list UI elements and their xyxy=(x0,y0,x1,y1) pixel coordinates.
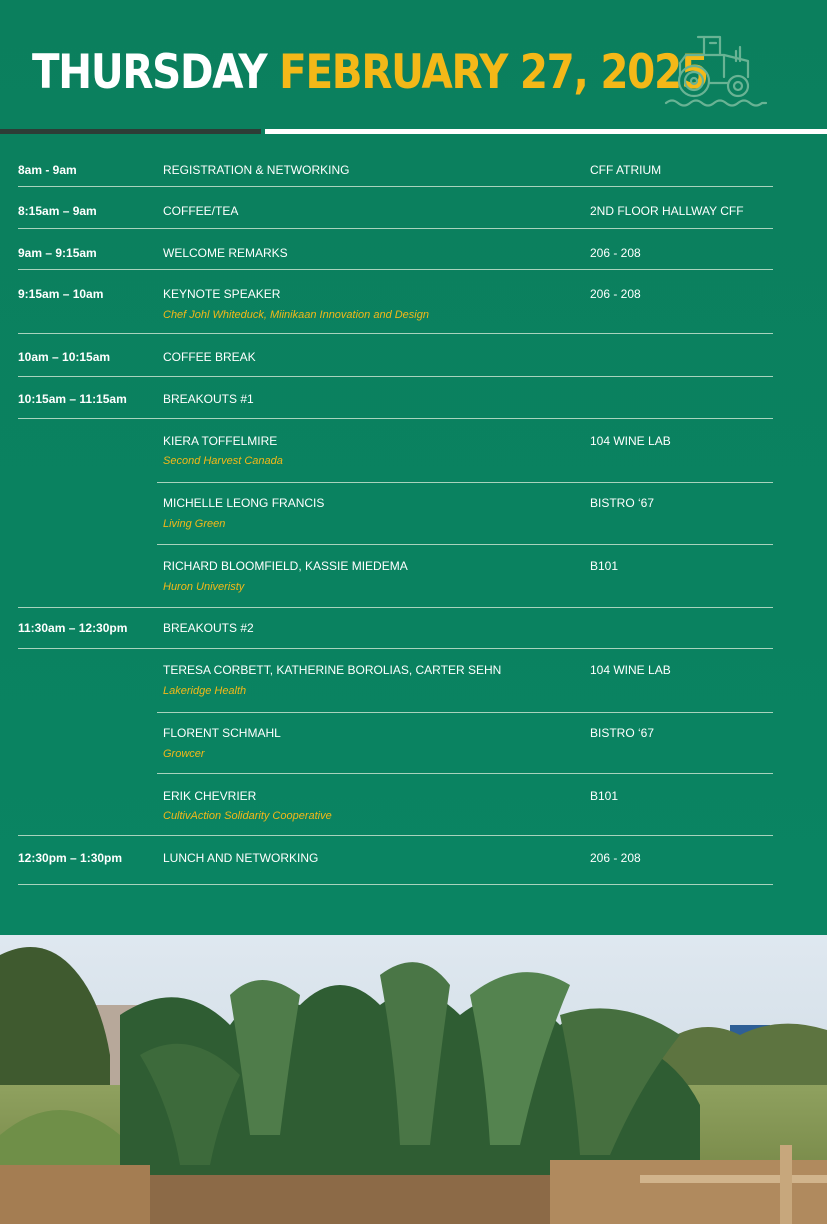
session-room: 104 WINE LAB xyxy=(590,434,671,448)
session-title: TERESA CORBETT, KATHERINE BOROLIAS, CARTER SEHN xyxy=(163,663,502,677)
session-organization: Living Green xyxy=(163,518,226,530)
session-time: 8am - 9am xyxy=(18,163,77,177)
row-divider xyxy=(157,712,773,713)
session-room: BISTRO ‘67 xyxy=(590,726,655,740)
row-divider xyxy=(157,482,773,483)
row-divider xyxy=(18,376,773,377)
session-time: 11:30am – 12:30pm xyxy=(18,621,128,635)
row-divider xyxy=(157,773,773,774)
session-room: CFF ATRIUM xyxy=(590,163,662,177)
session-room: 104 WINE LAB xyxy=(590,663,671,677)
session-title: REGISTRATION & NETWORKING xyxy=(163,163,350,177)
session-time: 10am – 10:15am xyxy=(18,350,111,364)
row-divider xyxy=(18,186,773,187)
session-title: ERIK CHEVRIER xyxy=(163,789,257,803)
session-title: WELCOME REMARKS xyxy=(163,246,288,260)
title-date: FEBRUARY 27, 2025 xyxy=(279,45,708,100)
session-room: 206 - 208 xyxy=(590,287,641,301)
session-organization: Growcer xyxy=(163,748,205,760)
session-time: 9am – 9:15am xyxy=(18,246,97,260)
tractor-icon xyxy=(664,33,768,109)
row-divider xyxy=(18,333,773,334)
session-room: B101 xyxy=(590,789,619,803)
session-room: 2ND FLOOR HALLWAY CFF xyxy=(590,204,744,218)
row-divider xyxy=(18,648,773,649)
row-divider xyxy=(18,269,773,270)
session-title: COFFEE/TEA xyxy=(163,204,239,218)
session-title: COFFEE BREAK xyxy=(163,350,256,364)
row-divider xyxy=(18,607,773,608)
session-organization: Huron Univeristy xyxy=(163,581,245,593)
header-rule-light xyxy=(265,129,827,134)
page-title xyxy=(32,38,708,108)
row-divider xyxy=(18,418,773,419)
row-divider xyxy=(18,228,773,229)
session-time: 12:30pm – 1:30pm xyxy=(18,851,123,865)
session-title: MICHELLE LEONG FRANCIS xyxy=(163,496,325,510)
session-room: BISTRO ‘67 xyxy=(590,496,655,510)
row-divider xyxy=(157,544,773,545)
session-title: FLORENT SCHMAHL xyxy=(163,726,281,740)
garden-photo xyxy=(0,935,827,1224)
header-rule-dark xyxy=(0,129,261,134)
session-time: 9:15am – 10am xyxy=(18,287,104,301)
session-title: LUNCH AND NETWORKING xyxy=(163,851,319,865)
session-organization: CultivAction Solidarity Cooperative xyxy=(163,810,332,822)
session-time: 8:15am – 9am xyxy=(18,204,97,218)
session-room: 206 - 208 xyxy=(590,851,641,865)
row-divider xyxy=(18,884,773,885)
session-title: BREAKOUTS #2 xyxy=(163,621,254,635)
session-title: KIERA TOFFELMIRE xyxy=(163,434,278,448)
row-divider xyxy=(18,835,773,836)
session-room: 206 - 208 xyxy=(590,246,641,260)
session-organization: Lakeridge Health xyxy=(163,685,247,697)
session-title: BREAKOUTS #1 xyxy=(163,392,254,406)
session-title: KEYNOTE SPEAKER xyxy=(163,287,281,301)
session-title: RICHARD BLOOMFIELD, KASSIE MIEDEMA xyxy=(163,559,408,573)
session-organization: Second Harvest Canada xyxy=(163,455,283,467)
title-day: THURSDAY xyxy=(32,45,267,100)
session-organization: Chef Johl Whiteduck, Miinikaan Innovation and Design xyxy=(163,309,429,321)
session-room: B101 xyxy=(590,559,619,573)
session-time: 10:15am – 11:15am xyxy=(18,392,127,406)
